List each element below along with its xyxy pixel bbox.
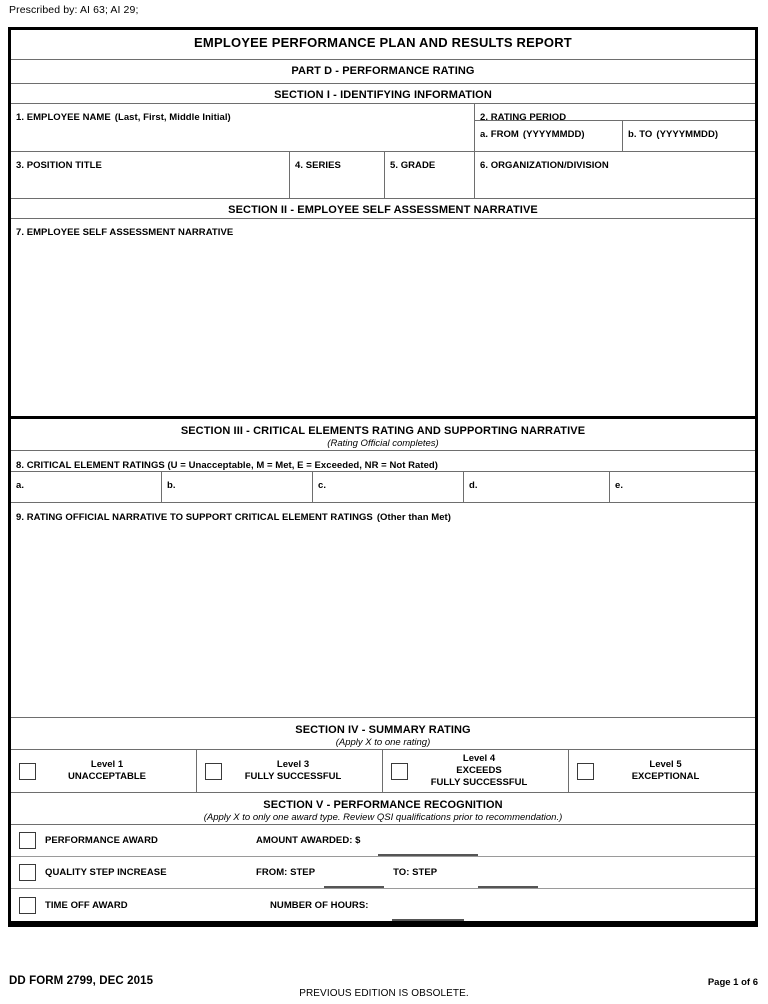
employee-self-assessment-cell[interactable] [11,219,755,416]
section-three-title: SECTION III - CRITICAL ELEMENTS RATING AND SUPPORTING NARRATIVE [180,425,586,437]
checkbox-level-4[interactable] [391,763,408,780]
summary-rating-level-5-line1: Level 5 [649,759,682,771]
summary-rating-level-3-line1: Level 3 [276,759,310,771]
position-title-cell[interactable] [11,152,290,198]
rating-official-narrative-hint: (Other than Met) [376,512,451,523]
series-label: 4. SERIES [295,160,341,171]
form-title-banner [11,30,755,60]
critical-element-c-label: c. [318,480,327,491]
checkbox-level-5[interactable] [577,763,594,780]
position-title-label: 3. POSITION TITLE [16,160,102,171]
page-number-footer: Page 1 of 6 [707,977,758,988]
section-four-banner [11,718,755,750]
summary-rating-level-4-line1: Level 4 [462,753,496,765]
form-title: EMPLOYEE PERFORMANCE PLAN AND RESULTS REPORT [194,35,572,50]
organization-label: 6. ORGANIZATION/DIVISION [480,160,609,171]
summary-rating-level-4[interactable] [383,750,569,792]
part-title-banner [11,60,755,84]
critical-element-d-label: d. [469,480,478,491]
rating-from-hint: (YYYYMMDD) [522,129,585,140]
section-five-banner [11,793,755,825]
employee-name-cell[interactable] [11,104,475,151]
section-three-subtitle: (Rating Official completes) [327,438,439,449]
checkbox-performance-award[interactable] [19,832,36,849]
form-id-footer: DD FORM 2799, DEC 2015 [9,975,154,987]
rating-to-hint: (YYYYMMDD) [656,129,719,140]
time-off-award-label: TIME OFF AWARD [45,899,128,911]
quality-step-increase-label: QUALITY STEP INCREASE [45,867,167,878]
employee-name-label: 1. EMPLOYEE NAME [16,112,111,123]
quality-step-increase-right [256,857,755,888]
checkbox-time-off-award[interactable] [19,897,36,914]
rating-period-cell [475,104,755,151]
critical-element-ratings-row [11,472,755,503]
summary-rating-level-1-line2: UNACCEPTABLE [68,771,146,782]
time-off-award-left[interactable] [11,897,256,914]
summary-rating-level-4-line2: EXCEEDS [456,765,502,777]
previous-edition-footer: PREVIOUS EDITION IS OBSOLETE. [299,988,469,999]
critical-element-d[interactable] [464,472,610,502]
section-three-banner [11,419,755,451]
part-title: PART D - PERFORMANCE RATING [291,65,475,77]
rating-to-cell[interactable] [623,121,755,152]
section-three-block [11,416,755,924]
checkbox-level-1[interactable] [19,763,36,780]
critical-element-a[interactable] [11,472,162,502]
identifying-row-1 [11,104,755,152]
summary-rating-level-3-line2: FULLY SUCCESSFUL [244,771,342,782]
critical-element-b[interactable] [162,472,313,502]
time-off-award-right [256,889,755,921]
employee-name-value[interactable] [16,125,469,139]
summary-rating-row [11,750,755,793]
performance-award-label: PERFORMANCE AWARD [45,835,158,846]
amount-awarded-fill-line[interactable] [378,854,478,856]
section-two-title: SECTION II - EMPLOYEE SELF ASSESSMENT NARRATIVE [228,204,538,216]
to-step-fill-line[interactable] [478,886,538,888]
rating-official-narrative-cell[interactable] [11,503,755,718]
rating-official-narrative-label: 9. RATING OFFICIAL NARRATIVE TO SUPPORT CRITICAL ELEMENT RATINGS [16,512,373,523]
employee-name-hint: (Last, First, Middle Initial) [114,112,231,123]
rating-from-cell[interactable] [475,121,623,152]
from-step-fill-line[interactable] [324,886,384,888]
section-four-title: SECTION IV - SUMMARY RATING [295,724,471,736]
section-two-banner [11,199,755,219]
critical-element-e[interactable] [610,472,755,502]
critical-element-c[interactable] [313,472,464,502]
grade-cell[interactable] [385,152,475,198]
section-one-banner [11,84,755,104]
number-of-hours-fill-line[interactable] [392,919,464,921]
section-one-title: SECTION I - IDENTIFYING INFORMATION [274,89,492,101]
performance-award-left[interactable] [11,832,256,849]
critical-element-ratings-label-cell [11,451,755,472]
summary-rating-level-1-line1: Level 1 [90,759,124,771]
summary-rating-level-5-line2: EXCEPTIONAL [631,771,700,782]
summary-rating-level-5[interactable] [569,750,755,792]
from-step-label: FROM: STEP [256,867,316,878]
amount-awarded-label: AMOUNT AWARDED: $ [256,835,361,846]
section-five-subtitle: (Apply X to only one award type. Review QSI qualifications prior to recommendation.) [203,812,563,823]
organization-cell[interactable] [475,152,755,198]
employee-self-assessment-label: 7. EMPLOYEE SELF ASSESSMENT NARRATIVE [16,227,234,238]
critical-element-a-label: a. [16,480,25,491]
checkbox-quality-step-increase[interactable] [19,864,36,881]
summary-rating-level-3[interactable] [197,750,383,792]
form-frame [8,27,758,927]
prescribed-by-text: Prescribed by: AI 63; AI 29; [9,4,139,16]
section-five-title: SECTION V - PERFORMANCE RECOGNITION [263,799,503,811]
series-cell[interactable] [290,152,385,198]
rating-from-label: a. FROM [480,129,519,140]
summary-rating-level-1[interactable] [11,750,197,792]
performance-award-right [256,825,755,856]
quality-step-increase-left[interactable] [11,864,256,881]
checkbox-level-3[interactable] [205,763,222,780]
identifying-row-2 [11,152,755,199]
rating-to-label: b. TO [628,129,653,140]
to-step-label: TO: STEP [393,867,438,878]
time-off-award-row [11,889,755,921]
quality-step-increase-row [11,857,755,889]
critical-element-e-label: e. [615,480,624,491]
number-of-hours-label: NUMBER OF HOURS: [270,899,369,911]
rating-period-label: 2. RATING PERIOD [480,112,567,123]
critical-element-ratings-label: 8. CRITICAL ELEMENT RATINGS (U = Unacceptable, M = Met, E = Exceeded, NR = Not Rated) [16,460,438,471]
critical-element-b-label: b. [167,480,176,491]
section-four-subtitle: (Apply X to one rating) [335,737,431,748]
grade-label: 5. GRADE [390,160,436,171]
summary-rating-level-4-line3: FULLY SUCCESSFUL [430,776,528,788]
performance-award-row [11,825,755,857]
